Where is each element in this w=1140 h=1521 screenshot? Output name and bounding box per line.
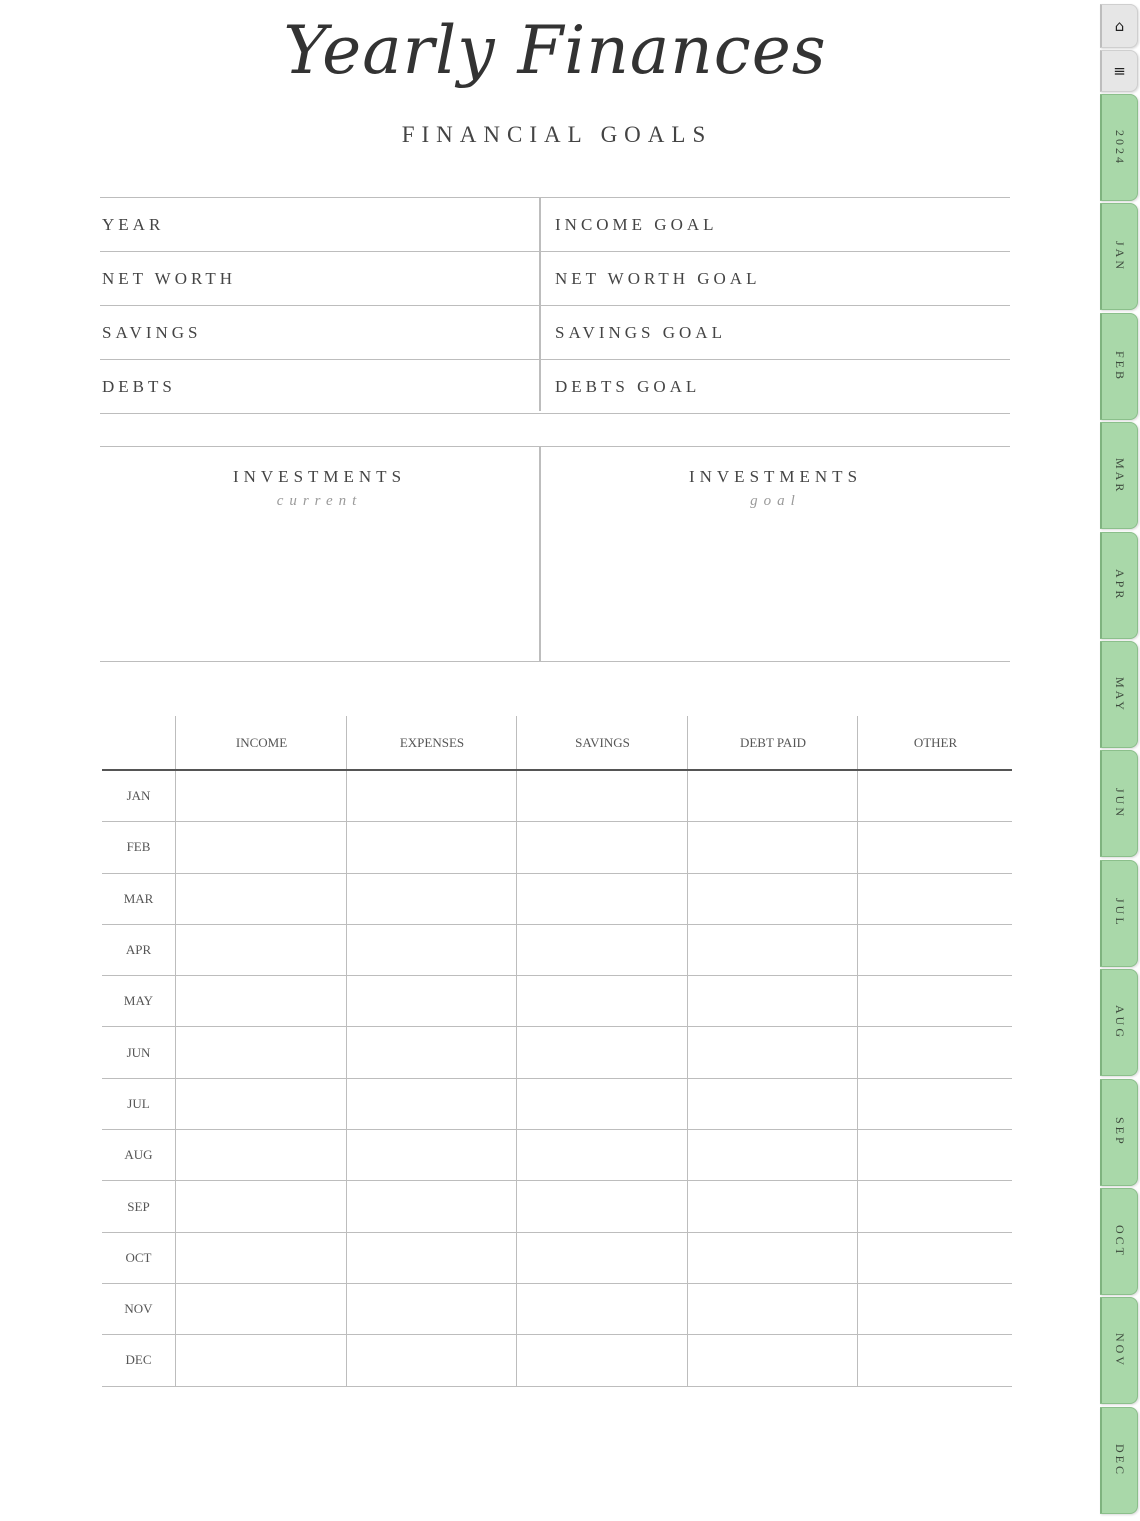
month-label: FEB bbox=[126, 839, 151, 855]
table-cell[interactable] bbox=[857, 1233, 1012, 1283]
table-cell[interactable] bbox=[346, 1335, 516, 1385]
investments-current-sub: current bbox=[276, 493, 363, 509]
table-cell[interactable] bbox=[175, 1233, 346, 1283]
goal-field-year[interactable]: YEAR bbox=[102, 214, 165, 234]
table-row bbox=[102, 976, 1012, 1027]
table-cell[interactable] bbox=[346, 874, 516, 924]
table-cell[interactable] bbox=[516, 1027, 687, 1077]
table-cell[interactable] bbox=[346, 1079, 516, 1129]
tab-label: DEC bbox=[1113, 1443, 1127, 1477]
tab-label: JUN bbox=[1113, 788, 1127, 820]
page-title: Yearly Finances bbox=[283, 12, 827, 89]
investments-current-heading: INVESTMENTS bbox=[232, 467, 407, 486]
table-row bbox=[102, 925, 1012, 976]
table-cell[interactable] bbox=[175, 822, 346, 872]
tab-label: NOV bbox=[1113, 1333, 1127, 1369]
tab-label: MAR bbox=[1113, 457, 1127, 494]
table-cell[interactable] bbox=[346, 771, 516, 821]
table-cell[interactable] bbox=[346, 1181, 516, 1231]
table-cell[interactable] bbox=[687, 1284, 857, 1334]
table-cell[interactable] bbox=[687, 874, 857, 924]
table-cell[interactable] bbox=[175, 1284, 346, 1334]
table-cell[interactable] bbox=[346, 1284, 516, 1334]
table-cell[interactable] bbox=[175, 1079, 346, 1129]
table-cell[interactable] bbox=[687, 822, 857, 872]
tab-jun[interactable] bbox=[1100, 750, 1138, 857]
goal-field-savings-goal[interactable]: SAVINGS GOAL bbox=[555, 322, 726, 342]
table-cell[interactable] bbox=[175, 874, 346, 924]
table-cell[interactable] bbox=[516, 1233, 687, 1283]
table-cell[interactable] bbox=[346, 1233, 516, 1283]
table-cell[interactable] bbox=[516, 1284, 687, 1334]
tab-label: FEB bbox=[1113, 350, 1127, 382]
tab-label: AUG bbox=[1113, 1005, 1127, 1041]
table-row bbox=[102, 1181, 1012, 1232]
table-row bbox=[102, 1130, 1012, 1181]
column-header: DEBT PAID bbox=[687, 716, 858, 769]
table-cell[interactable] bbox=[175, 1181, 346, 1231]
tab-label: JAN bbox=[1113, 241, 1127, 273]
table-cell[interactable] bbox=[857, 1335, 1012, 1385]
menu-icon: ≡ bbox=[1113, 62, 1126, 80]
table-row bbox=[102, 874, 1012, 925]
tab-jul[interactable] bbox=[1100, 860, 1138, 967]
tab-label: MAY bbox=[1113, 676, 1127, 713]
table-cell[interactable] bbox=[857, 1130, 1012, 1180]
month-label: OCT bbox=[125, 1249, 152, 1265]
investments-goal-box[interactable] bbox=[541, 467, 1010, 510]
tab-jan[interactable] bbox=[1100, 203, 1138, 310]
table-cell[interactable] bbox=[857, 822, 1012, 872]
tab-mar[interactable] bbox=[1100, 422, 1138, 529]
table-cell[interactable] bbox=[857, 1284, 1012, 1334]
column-header: EXPENSES bbox=[346, 716, 517, 769]
table-cell[interactable] bbox=[687, 1335, 857, 1385]
table-cell[interactable] bbox=[516, 1079, 687, 1129]
goal-field-net-worth[interactable]: NET WORTH bbox=[102, 268, 236, 288]
home-tab[interactable] bbox=[1100, 4, 1138, 48]
table-cell[interactable] bbox=[857, 1079, 1012, 1129]
table-cell[interactable] bbox=[857, 1027, 1012, 1077]
goal-field-income-goal[interactable]: INCOME GOAL bbox=[555, 214, 718, 234]
table-cell[interactable] bbox=[687, 1130, 857, 1180]
goal-row bbox=[100, 197, 1010, 251]
table-cell[interactable] bbox=[175, 1027, 346, 1077]
table-row bbox=[102, 1284, 1012, 1335]
table-body bbox=[102, 771, 1012, 1387]
tab-2024[interactable] bbox=[1100, 94, 1138, 201]
table-cell[interactable] bbox=[175, 925, 346, 975]
side-tab-bar bbox=[1100, 0, 1140, 1521]
table-cell[interactable] bbox=[516, 822, 687, 872]
table-cell[interactable] bbox=[516, 925, 687, 975]
goal-row bbox=[100, 359, 1010, 414]
table-cell[interactable] bbox=[687, 976, 857, 1026]
goal-field-debts-goal[interactable]: DEBTS GOAL bbox=[555, 376, 701, 396]
table-cell[interactable] bbox=[687, 771, 857, 821]
page-subtitle: FINANCIAL GOALS bbox=[401, 122, 713, 147]
investments-current-box[interactable] bbox=[100, 467, 539, 510]
investments-section bbox=[100, 446, 1010, 662]
column-header: SAVINGS bbox=[516, 716, 688, 769]
tab-oct[interactable] bbox=[1100, 1188, 1138, 1295]
tab-label: 2024 bbox=[1113, 129, 1127, 166]
month-label: AUG bbox=[124, 1147, 153, 1163]
goal-field-net-worth-goal[interactable]: NET WORTH GOAL bbox=[555, 268, 761, 288]
table-cell[interactable] bbox=[687, 1233, 857, 1283]
monthly-table bbox=[102, 716, 1012, 1387]
table-cell[interactable] bbox=[687, 1079, 857, 1129]
table-row bbox=[102, 1079, 1012, 1130]
table-cell[interactable] bbox=[857, 925, 1012, 975]
goal-field-savings[interactable]: SAVINGS bbox=[102, 322, 202, 342]
table-cell[interactable] bbox=[516, 1130, 687, 1180]
tab-feb[interactable] bbox=[1100, 313, 1138, 420]
table-row bbox=[102, 1027, 1012, 1078]
tab-aug[interactable] bbox=[1100, 969, 1138, 1076]
table-cell[interactable] bbox=[516, 1335, 687, 1385]
tab-dec[interactable] bbox=[1100, 1407, 1138, 1514]
home-icon: ⌂ bbox=[1114, 17, 1125, 35]
table-cell[interactable] bbox=[346, 822, 516, 872]
table-cell[interactable] bbox=[687, 1181, 857, 1231]
goal-row bbox=[100, 251, 1010, 305]
month-label: SEP bbox=[127, 1198, 150, 1214]
tab-label: APR bbox=[1113, 568, 1127, 602]
month-label: MAY bbox=[123, 993, 154, 1009]
table-cell[interactable] bbox=[346, 976, 516, 1026]
month-label: MAR bbox=[123, 890, 154, 906]
table-cell[interactable] bbox=[857, 771, 1012, 821]
month-label: JUL bbox=[127, 1095, 150, 1111]
table-cell[interactable] bbox=[687, 1027, 857, 1077]
table-cell[interactable] bbox=[857, 874, 1012, 924]
investments-goal-heading: INVESTMENTS bbox=[688, 467, 863, 486]
tab-label: SEP bbox=[1113, 1117, 1127, 1147]
column-header: OTHER bbox=[857, 716, 1013, 769]
table-cell[interactable] bbox=[175, 1130, 346, 1180]
table-cell[interactable] bbox=[346, 1027, 516, 1077]
table-row bbox=[102, 822, 1012, 873]
table-cell[interactable] bbox=[516, 771, 687, 821]
month-label: DEC bbox=[125, 1352, 152, 1368]
table-cell[interactable] bbox=[175, 771, 346, 821]
month-label: JUN bbox=[126, 1044, 151, 1060]
tab-nov[interactable] bbox=[1100, 1297, 1138, 1404]
goal-row bbox=[100, 305, 1010, 359]
table-row bbox=[102, 771, 1012, 822]
table-cell[interactable] bbox=[346, 1130, 516, 1180]
table-cell[interactable] bbox=[175, 1335, 346, 1385]
column-header: INCOME bbox=[175, 716, 347, 769]
month-label: NOV bbox=[124, 1301, 153, 1317]
tab-label: OCT bbox=[1113, 1225, 1127, 1258]
month-label: APR bbox=[125, 942, 152, 958]
table-cell[interactable] bbox=[857, 1181, 1012, 1231]
table-cell[interactable] bbox=[175, 976, 346, 1026]
table-cell[interactable] bbox=[516, 874, 687, 924]
month-label: JAN bbox=[126, 788, 151, 804]
table-cell[interactable] bbox=[346, 925, 516, 975]
tab-label: JUL bbox=[1113, 898, 1127, 929]
goals-grid bbox=[100, 197, 1010, 414]
tab-apr[interactable] bbox=[1100, 532, 1138, 639]
goal-field-debts[interactable]: DEBTS bbox=[102, 376, 176, 396]
table-cell[interactable] bbox=[516, 1181, 687, 1231]
table-row bbox=[102, 1335, 1012, 1386]
table-header bbox=[102, 716, 1012, 771]
tab-may[interactable] bbox=[1100, 641, 1138, 748]
tab-sep[interactable] bbox=[1100, 1079, 1138, 1186]
table-cell[interactable] bbox=[516, 976, 687, 1026]
table-cell[interactable] bbox=[687, 925, 857, 975]
table-row bbox=[102, 1233, 1012, 1284]
investments-goal-sub: goal bbox=[750, 493, 801, 509]
menu-tab[interactable] bbox=[1100, 50, 1138, 92]
table-cell[interactable] bbox=[857, 976, 1012, 1026]
